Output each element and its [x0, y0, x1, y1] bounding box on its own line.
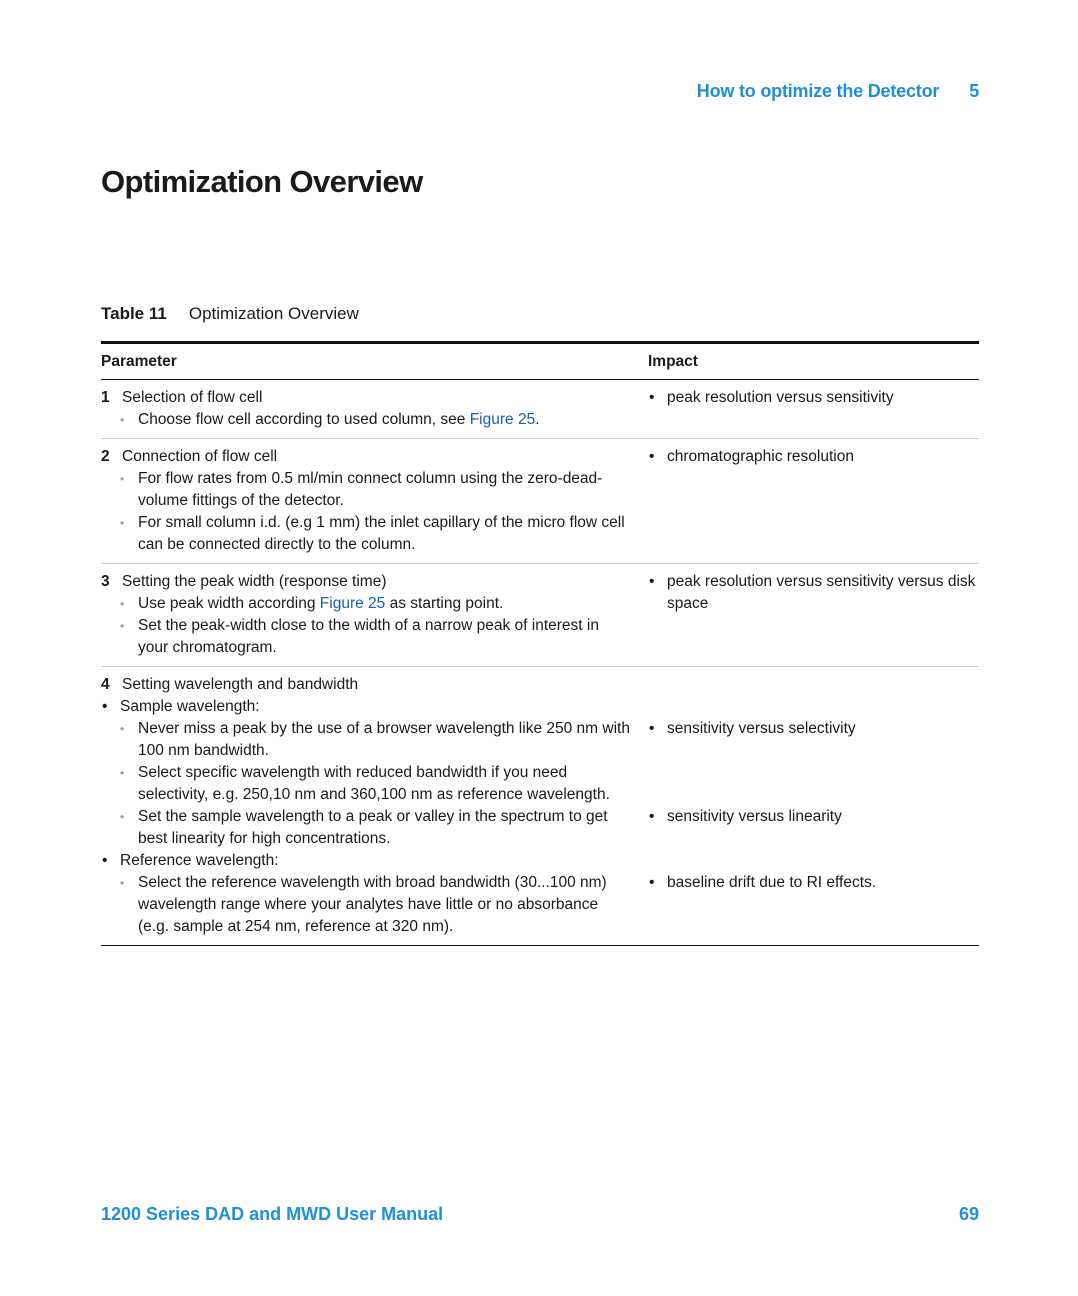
sub-item — [101, 593, 630, 615]
impact-text: sensitivity versus linearity — [667, 808, 842, 825]
step-title-text: Connection of flow cell — [122, 448, 278, 465]
step-title — [101, 446, 630, 468]
impact-cell — [630, 380, 979, 439]
optimization-table — [101, 341, 979, 946]
bullet-icon: • — [120, 472, 125, 486]
parameter-cell — [101, 564, 630, 667]
impact-cell — [630, 564, 979, 667]
bullet-icon: • — [120, 413, 125, 427]
bullet-icon: • — [102, 698, 108, 715]
impact-text: sensitivity versus selectivity — [667, 720, 856, 737]
table-row — [101, 380, 979, 439]
step-title — [101, 674, 630, 696]
sub-item-text: For small column i.d. (e.g 1 mm) the inlet capillary of the micro flow cell can be connected directly to the column. — [138, 514, 625, 553]
figure-link[interactable]: Figure 25 — [319, 595, 386, 612]
bullet-icon: • — [120, 810, 125, 824]
impact-spacer — [648, 828, 979, 872]
sub-item — [101, 615, 630, 659]
step-title-text: Selection of flow cell — [122, 389, 263, 406]
impact-item — [648, 571, 979, 615]
parameter-cell — [101, 380, 630, 439]
impact-text: baseline drift due to RI effects. — [667, 874, 877, 891]
table-row — [101, 667, 979, 946]
impact-spacer — [648, 674, 979, 718]
bullet-icon: • — [649, 389, 655, 406]
footer-page-number: 69 — [958, 1204, 979, 1224]
bullet-item — [101, 850, 630, 872]
sub-item-text-end: as starting point. — [385, 595, 504, 612]
step-title — [101, 571, 630, 593]
bullet-text: Reference wavelength: — [120, 852, 279, 869]
bullet-icon: • — [649, 720, 655, 737]
parameter-cell — [101, 439, 630, 564]
impact-cell — [630, 667, 979, 946]
running-header — [697, 81, 979, 102]
impact-item — [648, 806, 979, 828]
step-number: 1 — [101, 389, 110, 406]
step-title-text: Setting wavelength and bandwidth — [122, 676, 359, 693]
sub-item-text: Select the reference wavelength with broad bandwidth (30...100 nm) wavelength range where your analytes have little or no absorbance (e.g. sample at 254 nm, reference at 320 nm). — [138, 874, 607, 935]
bullet-icon: • — [120, 766, 125, 780]
table-header-row — [101, 343, 979, 380]
bullet-icon: • — [120, 876, 125, 890]
sub-item — [101, 872, 630, 938]
table-label: Table 11 — [101, 304, 167, 323]
bullet-icon: • — [649, 448, 655, 465]
impact-item — [648, 872, 979, 894]
sub-item-text: Set the peak-width close to the width of a narrow peak of interest in your chromatogram. — [138, 617, 599, 656]
sub-item — [101, 512, 630, 556]
impact-item — [648, 446, 979, 468]
impact-spacer — [648, 740, 979, 806]
sub-item-text: Use peak width according — [138, 595, 320, 612]
column-header-parameter: Parameter — [101, 343, 630, 380]
step-number: 2 — [101, 448, 110, 465]
impact-item — [648, 718, 979, 740]
bullet-icon: • — [649, 573, 655, 590]
section-title: How to optimize the Detector — [696, 81, 940, 101]
impact-item — [648, 387, 979, 409]
impact-text: peak resolution versus sensitivity — [667, 389, 894, 406]
impact-text: chromatographic resolution — [667, 448, 854, 465]
footer-manual-title: 1200 Series DAD and MWD User Manual — [101, 1204, 444, 1224]
sub-item — [101, 762, 630, 806]
bullet-icon: • — [102, 852, 108, 869]
step-number: 4 — [101, 676, 110, 693]
impact-cell — [630, 439, 979, 564]
sub-item — [101, 468, 630, 512]
step-title-text: Setting the peak width (response time) — [122, 573, 387, 590]
impact-text: peak resolution versus sensitivity versus disk space — [667, 573, 976, 612]
bullet-icon: • — [649, 808, 655, 825]
sub-item — [101, 718, 630, 762]
chapter-number: 5 — [969, 81, 979, 101]
sub-item — [101, 409, 630, 431]
sub-item-text: For flow rates from 0.5 ml/min connect column using the zero-dead-volume fittings of the detector. — [138, 470, 603, 509]
sub-item-text: Select specific wavelength with reduced bandwidth if you need selectivity, e.g. 250,10 nm and 360,100 nm as reference wavelength. — [138, 764, 610, 803]
sub-item — [101, 806, 630, 850]
bullet-icon: • — [120, 619, 125, 633]
sub-item-text-end: . — [535, 411, 540, 428]
sub-item-text: Never miss a peak by the use of a browser wavelength like 250 nm with 100 nm bandwidth. — [138, 720, 630, 759]
step-number: 3 — [101, 573, 110, 590]
page-title: Optimization Overview — [101, 164, 423, 199]
bullet-icon: • — [120, 597, 125, 611]
column-header-impact: Impact — [630, 343, 979, 380]
bullet-text: Sample wavelength: — [120, 698, 260, 715]
bullet-item — [101, 696, 630, 718]
table-row — [101, 564, 979, 667]
table-caption — [101, 304, 359, 324]
parameter-cell — [101, 667, 630, 946]
bullet-icon: • — [120, 722, 125, 736]
sub-item-text: Set the sample wavelength to a peak or valley in the spectrum to get best linearity for high concentrations. — [138, 808, 608, 847]
table-caption-text: Optimization Overview — [188, 304, 359, 323]
table-row — [101, 439, 979, 564]
bullet-icon: • — [120, 516, 125, 530]
figure-link[interactable]: Figure 25 — [469, 411, 536, 428]
bullet-icon: • — [649, 874, 655, 891]
step-title — [101, 387, 630, 409]
sub-item-text: Choose flow cell according to used column, see — [138, 411, 470, 428]
